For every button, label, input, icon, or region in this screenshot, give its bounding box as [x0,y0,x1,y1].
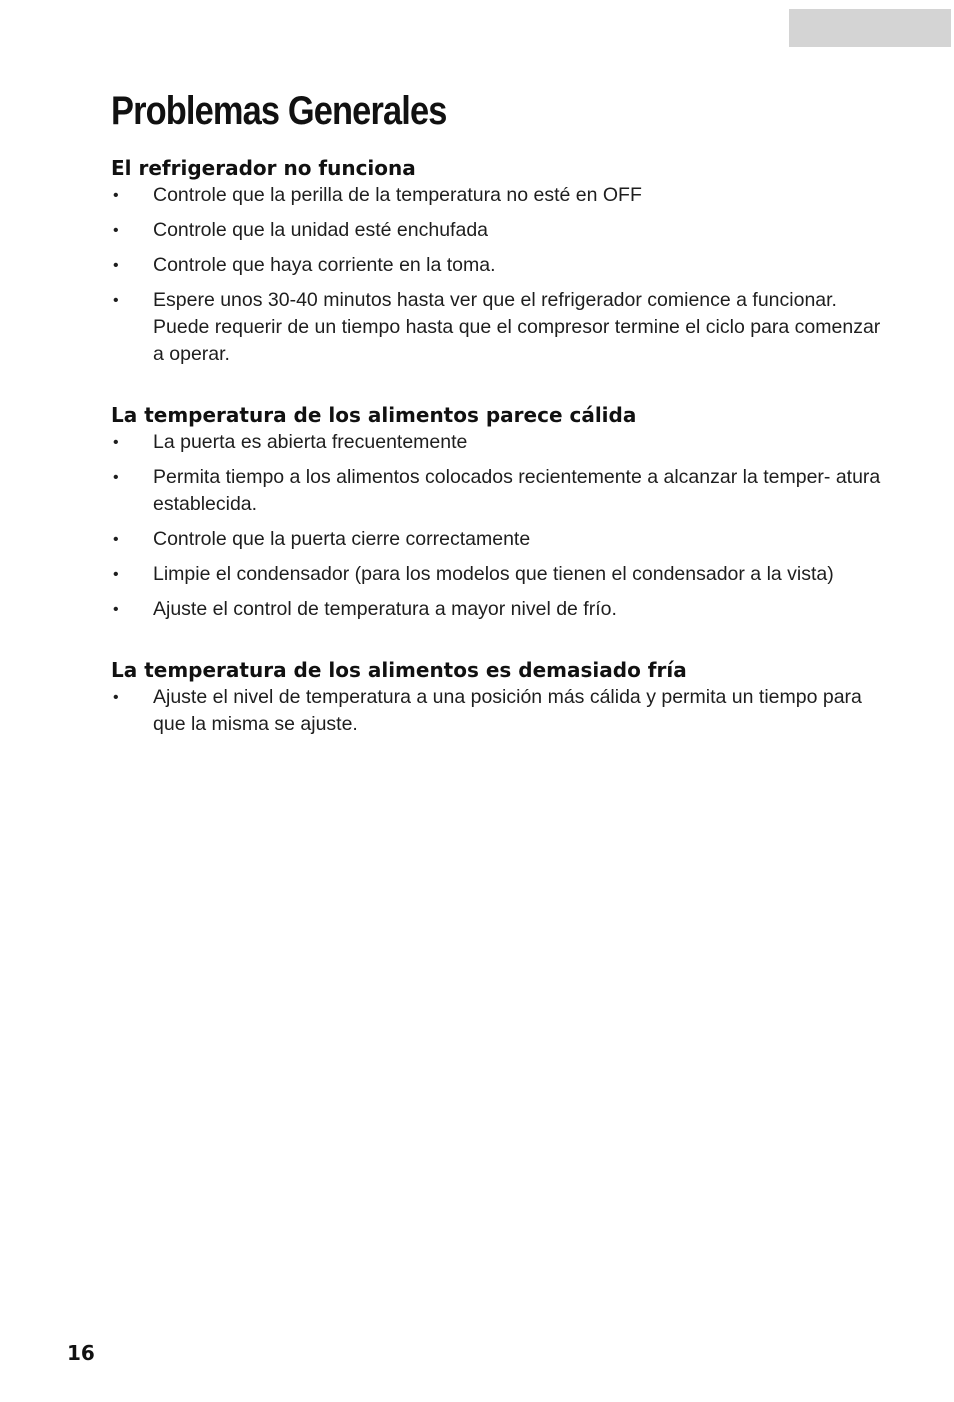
list-item [111,182,881,209]
section-refrigerator-not-working [111,156,881,376]
section-heading: La temperatura de los alimentos parece cálida [111,403,637,427]
list-item [111,684,881,738]
list-item-text: La puerta es abierta frecuentemente [153,431,468,453]
page-number: 16 [67,1341,95,1365]
list-item [111,429,881,456]
bullet-list [111,429,881,623]
list-item-text: Limpie el condensador (para los modelos que tienen el condensador a la vista) [153,563,834,585]
list-item-text: Ajuste el control de temperatura a mayor nivel de frío. [153,598,617,620]
list-item [111,464,881,518]
bullet-icon: • [113,469,119,486]
bullet-icon: • [113,187,119,204]
section-food-feels-warm [111,403,881,631]
section-heading: El refrigerador no funciona [111,156,416,180]
list-item-text: Espere unos 30-40 minutos hasta ver que el refrigerador comience a funcionar. Puede requerir de un tiempo hasta que el compresor termine el ciclo para comenzar a operar. [153,289,881,365]
bullet-icon: • [113,257,119,274]
list-item-text: Permita tiempo a los alimentos colocados recientemente a alcanzar la temper- atura establecida. [153,466,881,515]
list-item-text: Controle que la puerta cierre correctamente [153,528,531,550]
page-title: Problemas Generales [111,89,447,133]
bullet-icon: • [113,292,119,309]
list-item-text: Controle que la perilla de la temperatura no esté en OFF [153,184,642,206]
section-food-too-cold [111,658,881,746]
bullet-icon: • [113,434,119,451]
bullet-icon: • [113,601,119,618]
bullet-list [111,182,881,368]
list-item [111,561,881,588]
corner-tab-marker [789,9,951,47]
list-item [111,526,881,553]
section-heading: La temperatura de los alimentos es demasiado fría [111,658,687,682]
list-item [111,596,881,623]
list-item-text: Controle que la unidad esté enchufada [153,219,489,241]
list-item [111,287,881,368]
bullet-icon: • [113,566,119,583]
list-item-text: Ajuste el nivel de temperatura a una posición más cálida y permita un tiempo para que la misma se ajuste. [153,686,862,735]
list-item [111,252,881,279]
bullet-list [111,684,881,738]
bullet-icon: • [113,222,119,239]
list-item-text: Controle que haya corriente en la toma. [153,254,496,276]
list-item [111,217,881,244]
bullet-icon: • [113,689,119,706]
bullet-icon: • [113,531,119,548]
